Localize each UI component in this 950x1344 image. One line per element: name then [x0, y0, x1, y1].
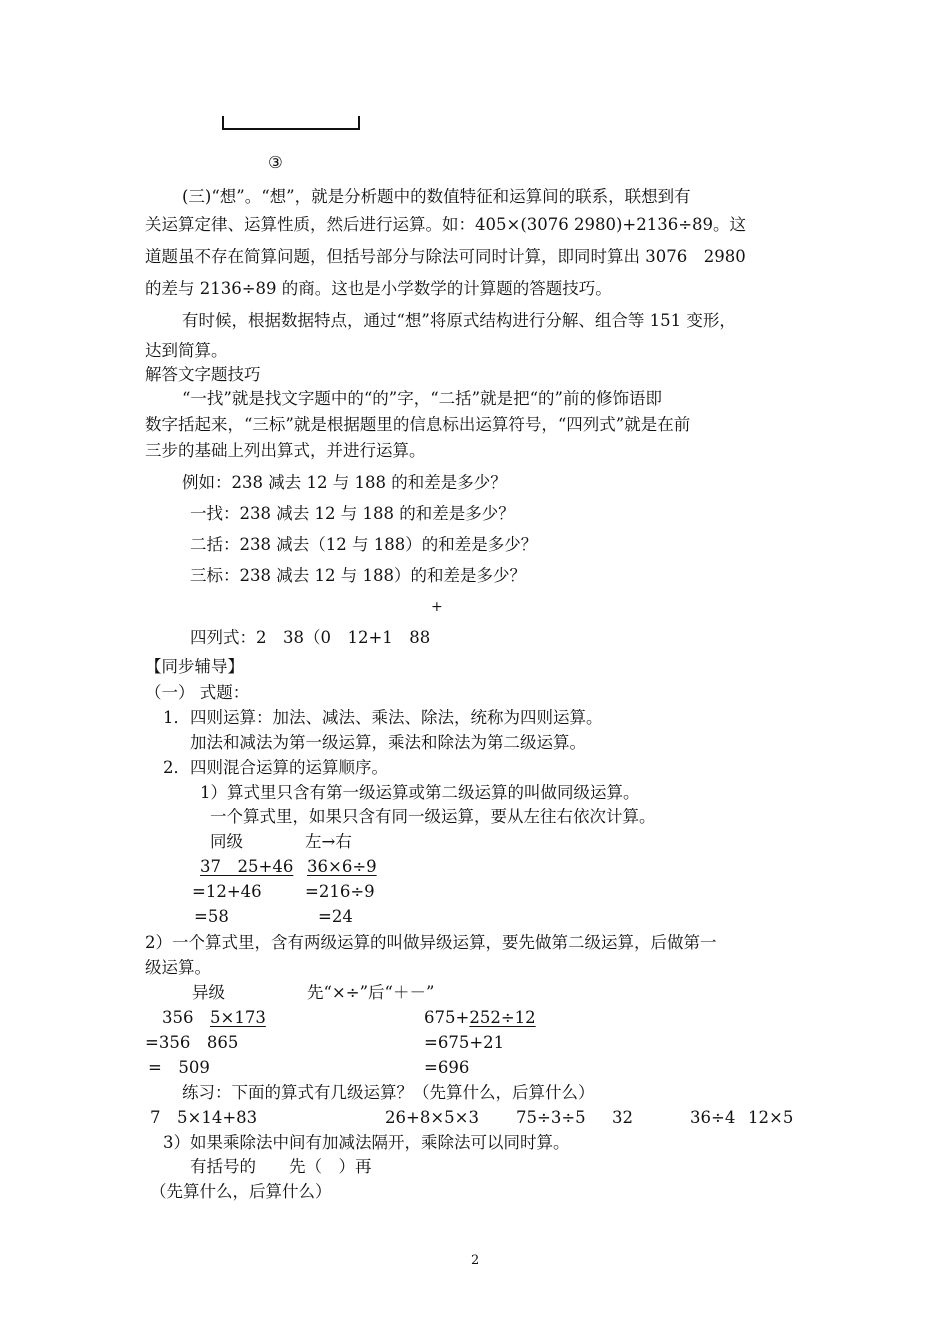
sec3-line-6: 达到简算。 — [145, 341, 228, 360]
sec3-line-2: 关运算定律、运算性质，然后进行运算。如：405×(3076 2980)+2136÷89。这 — [145, 215, 747, 234]
rule-3: 3）如果乘除法中间有加减法隔开，乘除法可以同时算。 — [163, 1133, 570, 1152]
word-example: 例如：238 减去 12 与 188 的和差是多少？ — [182, 473, 507, 492]
sec3-line-3: 道题虽不存在简算问题，但括号部分与除法可同时计算，即同时算出 3076 2980 — [145, 247, 746, 266]
practice-expr-4: 32 — [612, 1108, 633, 1127]
example-2-line-1: 36×6÷9 — [307, 857, 377, 876]
label-order: 先“×÷”后“＋－” — [307, 983, 435, 1002]
bracket-line — [222, 116, 360, 130]
example-2-line-2: =216÷9 — [305, 882, 375, 901]
example-1-line-1: 37 25+46 — [200, 857, 294, 876]
word-step-1: 一找：238 减去 12 与 188 的和差是多少？ — [190, 504, 515, 523]
practice-expr-3: 75÷3÷5 — [516, 1108, 586, 1127]
example-1-line-3: =58 — [194, 907, 229, 926]
example-3-line-1 — [162, 1007, 266, 1029]
practice-expr-5: 36÷4 — [690, 1108, 736, 1127]
plus-mark: + — [431, 599, 443, 615]
sync-section-one: （一） 式题： — [145, 683, 250, 702]
rule-3c: （先算什么，后算什么） — [150, 1182, 332, 1201]
example-3-b: 5×173 — [210, 1008, 266, 1027]
rule-1: 1）算式里只含有第一级运算或第二级运算的叫做同级运算。 — [200, 783, 640, 802]
rule-2b: 级运算。 — [145, 958, 211, 977]
example-4-line-1 — [424, 1007, 536, 1029]
page-number: 2 — [471, 1253, 480, 1268]
sync-item-1: 1．四则运算：加法、减法、乘法、除法，统称为四则运算。 — [163, 708, 603, 727]
sync-item-2: 2．四则混合运算的运算顺序。 — [163, 758, 388, 777]
example-3-line-3: = 509 — [148, 1058, 210, 1077]
example-4-b: 252÷12 — [469, 1008, 536, 1027]
practice-expr-2: 26+8×5×3 — [385, 1108, 479, 1127]
example-3-a: 356 — [162, 1008, 210, 1027]
word-step-3: 三标：238 减去 12 与 188）的和差是多少？ — [190, 566, 526, 585]
word-para-2: 数字括起来，“三标”就是根据题里的信息标出运算符号，“四列式”就是在前 — [145, 415, 691, 434]
practice-expr-6: 12×5 — [748, 1108, 794, 1127]
example-2-line-3: =24 — [318, 907, 353, 926]
label-same-level: 同级 — [210, 832, 243, 851]
label-left-right: 左→右 — [305, 832, 352, 851]
example-4-a: 675+ — [424, 1008, 470, 1027]
rule-1b: 一个算式里，如果只含有同一级运算，要从左往右依次计算。 — [210, 807, 656, 826]
sync-heading: 【同步辅导】 — [145, 657, 244, 676]
example-4-line-3: =696 — [424, 1058, 470, 1077]
word-para-3: 三步的基础上列出算式，并进行运算。 — [145, 441, 426, 460]
example-4-line-2: =675+21 — [424, 1033, 505, 1052]
sec3-line-5: 有时候，根据数据特点，通过“想”将原式结构进行分解、组合等 151 变形， — [182, 311, 736, 330]
circled-number: ③ — [268, 153, 283, 172]
word-heading: 解答文字题技巧 — [145, 365, 261, 384]
sec3-line-4: 的差与 2136÷89 的商。这也是小学数学的计算题的答题技巧。 — [145, 279, 612, 298]
word-step-2: 二括：238 减去（12 与 188）的和差是多少？ — [190, 535, 538, 554]
sec3-line-1: (三)“想”。“想”，就是分析题中的数值特征和运算间的联系，联想到有 — [182, 187, 691, 206]
rule-3b: 有括号的 先（ ）再 — [190, 1157, 372, 1176]
example-1-line-2: =12+46 — [192, 882, 262, 901]
practice-expr-1: 7 5×14+83 — [150, 1108, 258, 1127]
word-step-4: 四列式：2 38（0 12+1 88 — [190, 628, 431, 647]
rule-2: 2）一个算式里，含有两级运算的叫做异级运算，要先做第二级运算，后做第一 — [145, 933, 717, 952]
word-para-1: “一找”就是找文字题中的“的”字，“二括”就是把“的”前的修饰语即 — [182, 389, 662, 408]
sync-item-1b: 加法和减法为第一级运算，乘法和除法为第二级运算。 — [190, 733, 586, 752]
label-diff-level: 异级 — [192, 983, 225, 1002]
practice-prompt: 练习：下面的算式有几级运算？（先算什么，后算什么） — [182, 1083, 595, 1102]
example-3-line-2: =356 865 — [145, 1033, 239, 1052]
